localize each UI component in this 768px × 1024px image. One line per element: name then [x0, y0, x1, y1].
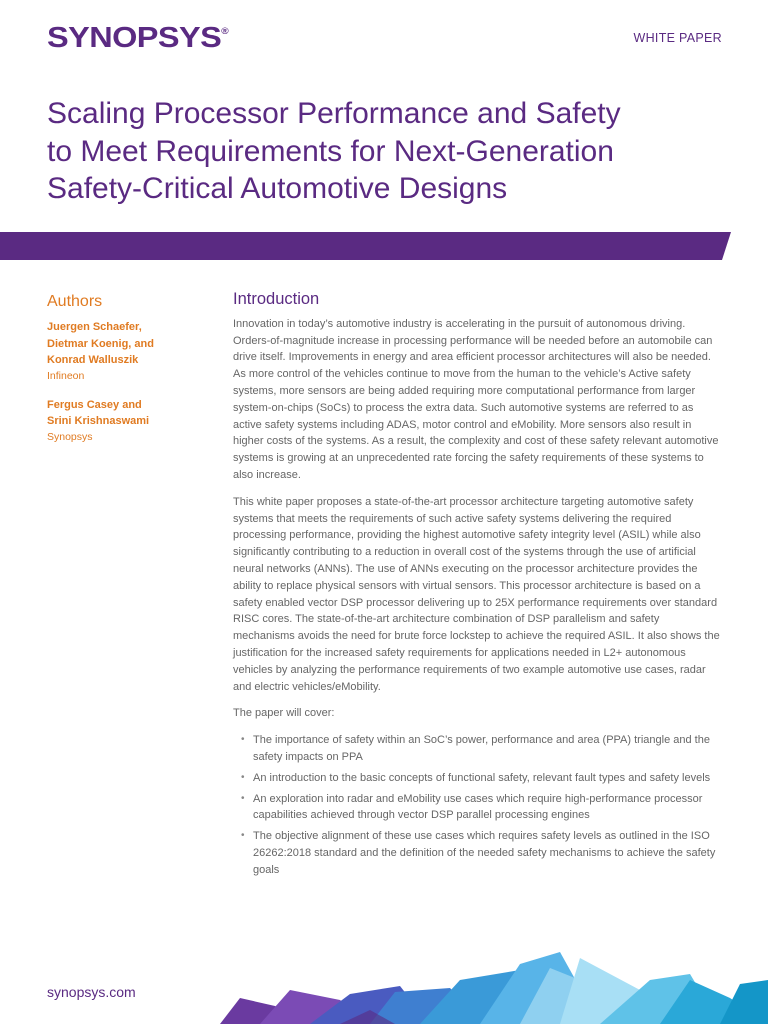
header-divider-band	[0, 232, 768, 260]
document-type-label: WHITE PAPER	[633, 31, 722, 45]
cover-list-lead: The paper will cover:	[233, 707, 335, 720]
list-item: • An exploration into radar and eMobility use cases which require high-performance processor capabilities achieved through vector DSP parallel processing engines	[241, 791, 723, 825]
logo-text: SYNOPSYS	[47, 22, 222, 54]
introduction-section	[233, 291, 723, 883]
decorative-polygon-art	[220, 950, 768, 1024]
author-name: Juergen Schaefer,	[47, 321, 142, 333]
author-organization: Infineon	[47, 369, 85, 382]
paper-title	[47, 95, 737, 208]
author-name: Srini Krishnaswami	[47, 415, 150, 427]
author-names	[47, 397, 217, 430]
authors-heading: Authors	[47, 293, 103, 310]
intro-paragraph-2: This white paper proposes a state-of-the-art processor architecture targeting automotive safety systems that meets the requirements of such active safety systems delivering the required processing performance, providing the highest automotive safety integrity level (ASIL) while also significantly contributing to a reduction in overall cost of the systems through the use of artificial neural networks (ANNs). The use of ANNs executing on the processor architecture provides the ability to replace physical sensors with virtual sensors. This processor architecture is based on a safety enabled vector DSP processor delivering up to 25X performance requirements over standard RISC cores. The state-of-the-art architecture combination of DSP parallelism and safety mechanisms avoids the need for brute force lockstep to achieve the required ASIL. It also shows the justification for the increased safety requirements for applications needed in L2+ autonomous vehicles by analyzing the performance requirements of two example automotive use cases, radar and electric vehicles/eMobility.	[233, 495, 720, 693]
author-group-infineon	[47, 319, 217, 383]
author-name: Konrad Walluszik	[47, 354, 139, 366]
list-item: • An introduction to the basic concepts of functional safety, relevant fault types and safety levels	[241, 770, 723, 787]
title-line-1: Scaling Processor Performance and Safety	[47, 97, 621, 130]
title-line-3: Safety-Critical Automotive Designs	[47, 172, 508, 205]
author-names	[47, 319, 217, 369]
author-organization: Synopsys	[47, 430, 93, 443]
synopsys-logo	[47, 22, 228, 55]
cover-list	[233, 732, 723, 878]
list-item: • The objective alignment of these use cases which requires safety levels as outlined in the ISO 26262:2018 standard and the definition of the needed safety mechanisms to achieve the safety goals	[241, 828, 723, 878]
intro-paragraph-1: Innovation in today’s automotive industry is accelerating in the pursuit of autonomous driving. Orders-of-magnitude increase in processing performance will be needed before an automobile can drive itself. Improvements in energy and area efficient processor architectures will also be needed. As more control of the vehicles continue to move from the human to the vehicle’s Active safety systems, more sensors are being added requiring more computational performance from larger system-on-chips (SoCs) to process the extra data. Such automotive systems are referred to as active safety systems including ADAS, motor control and eMobility. More sensors also result in higher costs of the systems. As a result, the complexity and cost of these safety relevant automotive systems is growing at an unprecedented rate forcing the safety requirements of these systems to also increase.	[233, 317, 719, 481]
author-group-synopsys	[47, 397, 217, 444]
logo-registered-mark: ®	[221, 26, 229, 36]
introduction-heading: Introduction	[233, 290, 320, 308]
list-item: • The importance of safety within an SoC’s power, performance and area (PPA) triangle and the safety impacts on PPA	[241, 732, 723, 766]
footer-website-link[interactable]: synopsys.com	[47, 984, 136, 1000]
authors-section	[47, 293, 217, 458]
author-name: Fergus Casey and	[47, 398, 142, 411]
title-line-2: to Meet Requirements for Next-Generation	[47, 134, 614, 168]
author-name: Dietmar Koenig, and	[47, 337, 154, 350]
